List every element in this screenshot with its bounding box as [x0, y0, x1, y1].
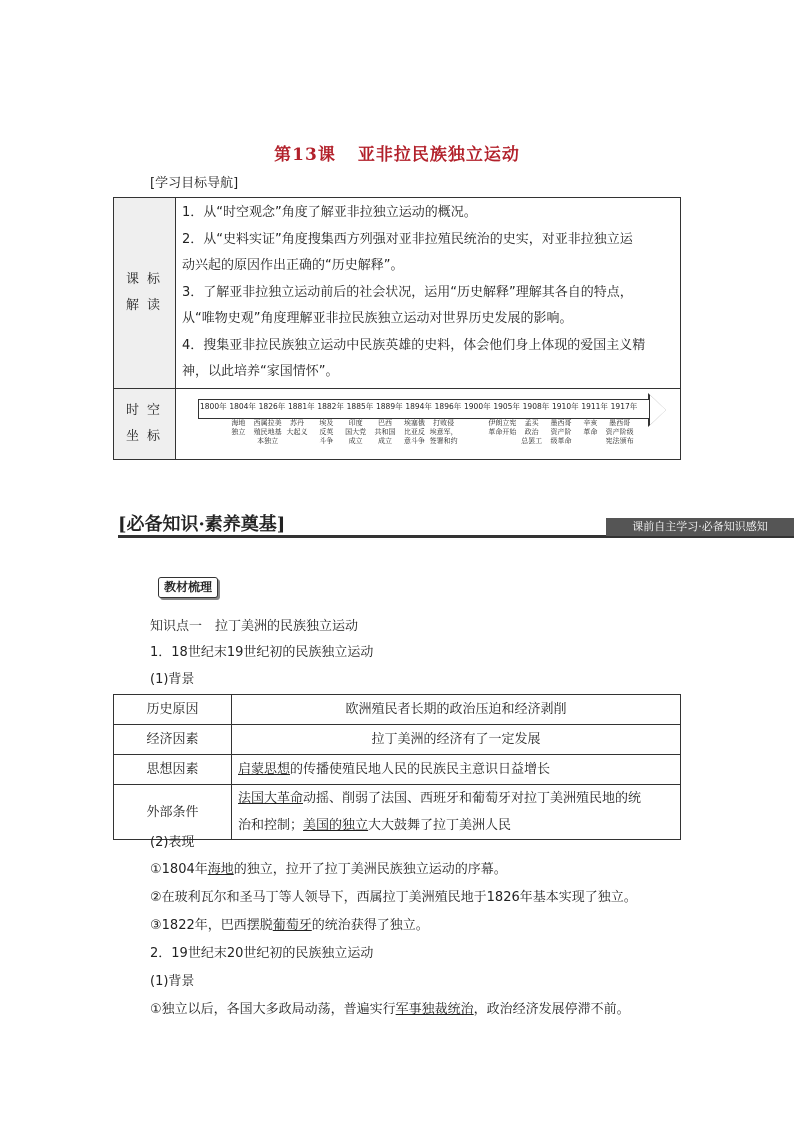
lesson-title: [0, 140, 794, 165]
table-row: [114, 695, 681, 725]
point-text: ③1822年，巴西摆脱: [150, 918, 273, 933]
objectives-text: [176, 198, 681, 389]
timeline-event: 打败侵 埃意军， 签署和约: [429, 418, 458, 445]
timeline-year: 1826年: [258, 401, 286, 411]
performance-label: (2)表现: [150, 835, 195, 850]
background-label-1: (1)背景: [150, 672, 195, 687]
timeline-event: 埃及 反英 斗争: [319, 418, 334, 445]
table-key: 外部条件: [114, 785, 232, 840]
timeline-year: 1905年: [493, 401, 520, 411]
table-value: 欧洲殖民者长期的政治压迫和经济剥削: [232, 695, 681, 725]
table-value-text: 大大鼓舞了拉丁美洲人民: [368, 818, 512, 833]
table-key: 历史原因: [114, 695, 232, 725]
timeline-year: 1889年: [376, 401, 403, 411]
timeline-year: 1885年: [346, 401, 374, 411]
timeline-year: 1881年: [288, 401, 315, 411]
objectives-table: [113, 197, 681, 460]
objective-line: 从“唯物史观”角度理解亚非拉民族独立运动对世界历史发展的影响。: [182, 311, 573, 326]
table-key: 经济因素: [114, 725, 232, 755]
timeline-event: 巴西 共和国 成立: [374, 418, 396, 445]
timeline-year: 1804年: [229, 401, 256, 411]
timeline-event: 苏丹 大起义: [286, 418, 308, 436]
table-row: [114, 785, 681, 840]
section-tag: 课前自主学习·必备知识感知: [606, 518, 794, 536]
timeline-event: 海地 独立: [231, 418, 246, 436]
timeline: [198, 397, 668, 459]
underlined-term: 海地: [207, 862, 234, 877]
timeline-year: 1911年: [581, 401, 608, 411]
background-table: [113, 694, 681, 840]
table-value: [232, 755, 681, 785]
curriculum-label: [114, 198, 176, 389]
background-label-2: (1)背景: [150, 974, 195, 989]
underlined-term: 葡萄牙: [272, 918, 312, 933]
point-text: ，政治经济发展停滞不前。: [473, 1002, 630, 1017]
objective-line: 1．从“时空观念”角度了解亚非拉独立运动的概况。: [182, 205, 477, 220]
point-3: [150, 914, 429, 933]
table-value-text: 的传播使殖民地人民的民族民主意识日益增长: [290, 762, 551, 777]
timeline-year: 1917年: [610, 401, 638, 411]
timeline-event: 埃塞俄 比亚反 意斗争: [403, 418, 425, 445]
table-value: 拉丁美洲的经济有了一定发展: [232, 725, 681, 755]
timeline-event: 孟买 政治 总罢工: [521, 418, 543, 445]
point-1: [150, 858, 507, 877]
subsection-1: 1．18世纪末19世纪初的民族独立运动: [150, 645, 374, 660]
table-value-text: 动摇、削弱了法国、西班牙和葡萄牙对拉丁美洲殖民地的统: [303, 791, 642, 806]
timeline-arrow: [650, 395, 666, 425]
point-text: 的独立，拉开了拉丁美洲民族独立运动的序幕。: [233, 862, 507, 877]
table-row: [114, 755, 681, 785]
underlined-term: 军事独裁统治: [395, 1002, 474, 1017]
timeline-event: 伊朗立宪 革命开始: [488, 418, 517, 436]
curriculum-label-2: 解读: [125, 297, 168, 313]
timeline-label: [114, 388, 176, 459]
timeline-year: 1894年: [405, 401, 432, 411]
timeline-year: 1882年: [317, 401, 344, 411]
underlined-term: 法国大革命: [238, 791, 304, 806]
timeline-event: 墨西哥 资产阶级 宪法颁布: [605, 418, 634, 445]
objective-line: 3．了解亚非拉独立运动前后的社会状况，运用“历史解释”理解其各自的特点，: [182, 284, 633, 300]
timeline-year: 1900年: [464, 401, 491, 411]
background-point-1: [150, 998, 630, 1017]
table-value-text: 治和控制；: [238, 818, 304, 833]
timeline-event: 辛亥 革命: [583, 418, 598, 436]
timeline-year: 1908年: [522, 401, 550, 411]
timeline-year: 1910年: [552, 401, 579, 411]
curriculum-label-1: 课标: [125, 271, 168, 287]
objective-line: 动兴起的原因作出正确的“历史解释”。: [182, 258, 404, 273]
subsection-2: 2．19世纪末20世纪初的民族独立运动: [150, 946, 374, 961]
table-row: [114, 725, 681, 755]
study-guide-label: [学习目标导航]: [150, 176, 239, 191]
timeline-event: 印度 国大党 成立: [345, 418, 367, 445]
point-text: ①1804年: [150, 862, 208, 877]
objective-line: 4．搜集亚非拉民族独立运动中民族英雄的史料，体会他们身上体现的爱国主义精: [182, 337, 646, 353]
objective-line: 神，以此培养“家国情怀”。: [182, 364, 339, 379]
timeline-label-1: 时空: [125, 402, 168, 418]
textbook-review-badge: 教材梳理: [158, 577, 218, 598]
objective-line: 2．从“史料实证”角度搜集西方列强对亚非拉殖民统治的史实，对亚非拉独立运: [182, 231, 633, 247]
point-text: ①独立以后，各国大多政局动荡，普遍实行: [150, 1002, 396, 1017]
knowledge-point-1: 知识点一 拉丁美洲的民族独立运动: [150, 619, 359, 634]
table-key: 思想因素: [114, 755, 232, 785]
timeline-year: 1800年: [200, 401, 227, 411]
timeline-label-2: 坐标: [125, 428, 168, 444]
timeline-event: 西属拉美 殖民地基 本独立: [253, 418, 282, 445]
timeline-year: 1896年: [434, 401, 462, 411]
underlined-term: 美国的独立: [303, 818, 369, 833]
timeline-event: 墨西哥 资产阶 级革命: [550, 418, 572, 445]
lesson-number: 第13课: [274, 145, 336, 165]
timeline-cell: [176, 388, 681, 459]
point-2: ②在玻利瓦尔和圣马丁等人领导下，西属拉丁美洲殖民地于1826年基本实现了独立。: [150, 890, 637, 905]
lesson-name: 亚非拉民族独立运动: [357, 145, 520, 165]
point-text: 的统治获得了独立。: [311, 918, 429, 933]
table-value: [232, 785, 681, 840]
underlined-term: 启蒙思想: [238, 762, 291, 777]
section-heading: [必备知识·素养奠基]: [118, 514, 286, 535]
